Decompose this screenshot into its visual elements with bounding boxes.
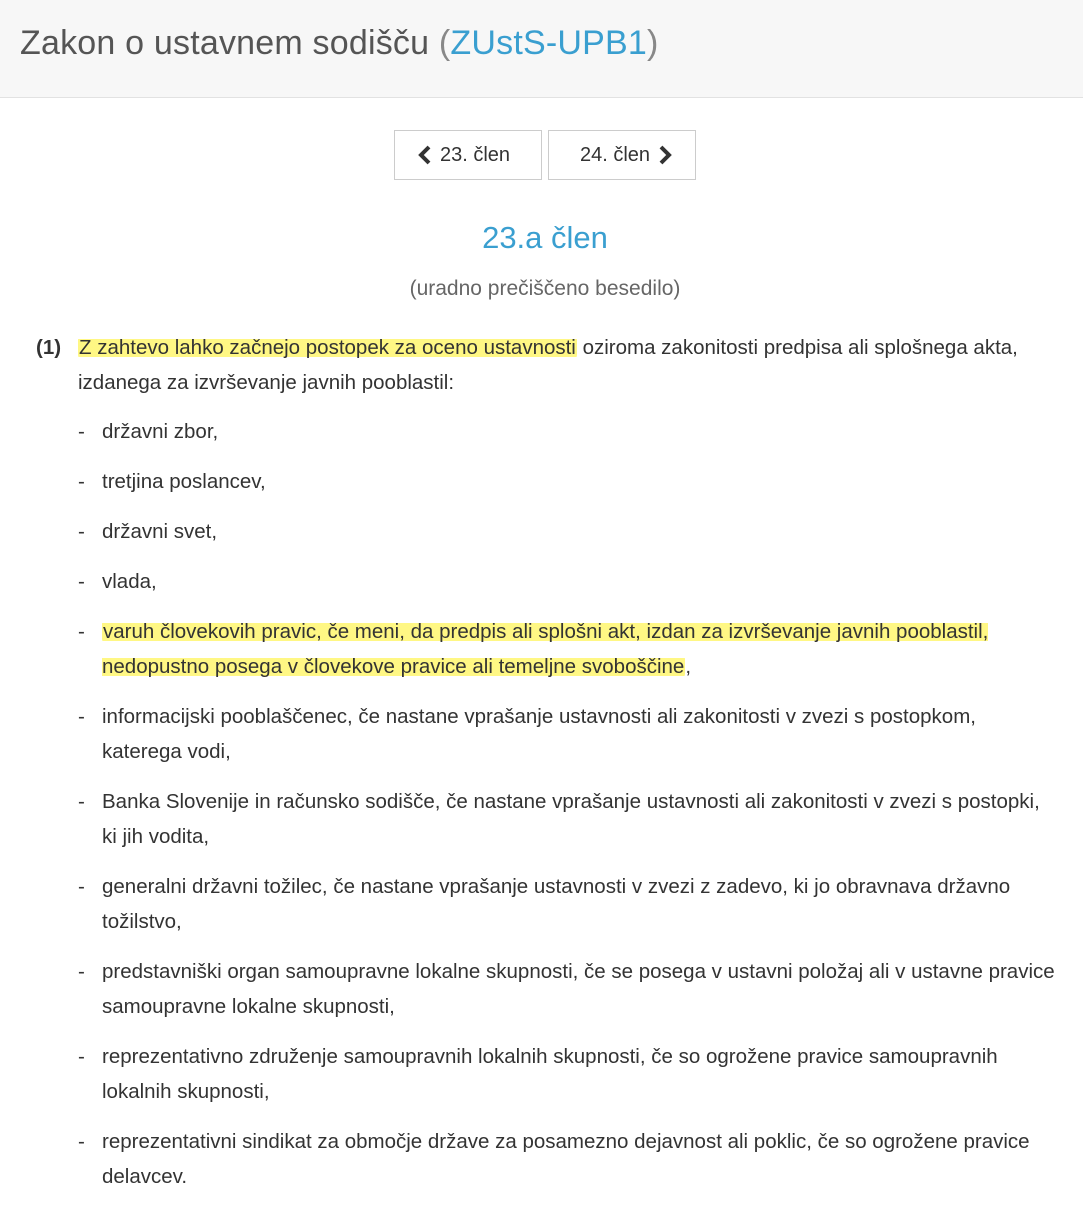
list-marker: - [78, 705, 85, 728]
list-item [78, 1039, 1058, 1109]
paren-open: ( [438, 24, 451, 62]
article-subtitle: (uradno prečiščeno besedilo) [409, 277, 681, 300]
page-title [20, 24, 659, 63]
paragraph-text [78, 330, 1056, 400]
page-header [0, 0, 1083, 98]
list-marker: - [78, 470, 85, 493]
highlighted-text: varuh človekovih pravic, če meni, da predpis ali splošni akt, izdan za izvrševanje javnih pooblastil, nedopustno posega v človekove pravice ali temeljne svoboščine [102, 620, 989, 678]
list-item [78, 464, 1058, 499]
list-marker: - [78, 875, 85, 898]
list-marker: - [78, 520, 85, 543]
list-item [78, 414, 1058, 449]
applicants-list [78, 414, 1058, 1209]
list-item-text: vlada, [102, 570, 157, 593]
list-marker: - [78, 420, 85, 443]
list-item [78, 699, 1058, 769]
list-item-text: predstavniški organ samoupravne lokalne skupnosti, če se posega v ustavni položaj ali v ustavne pravice samoupravne lokalne skupnosti, [102, 960, 1055, 1018]
prev-article-button[interactable] [394, 130, 542, 180]
list-item [78, 954, 1058, 1024]
list-item-text: reprezentativni sindikat za območje države za posamezno dejavnost ali poklic, če so ogrožene pravice delavcev. [102, 1130, 1030, 1188]
list-item-text: generalni državni tožilec, če nastane vprašanje ustavnosti v zvezi z zadevo, ki jo obravnava državno tožilstvo, [102, 875, 1011, 933]
list-item [78, 564, 1058, 599]
paren-close: ) [647, 24, 659, 62]
list-item [78, 869, 1058, 939]
law-abbreviation-link[interactable]: ZUstS-UPB1 [450, 24, 648, 62]
list-item-text: , [685, 655, 692, 678]
list-item-text: informacijski pooblaščenec, če nastane vprašanje ustavnosti ali zakonitosti v zvezi s postopkom, katerega vodi, [102, 705, 976, 763]
list-marker: - [78, 790, 85, 813]
list-item [78, 784, 1058, 854]
chevron-right-icon [658, 145, 672, 165]
list-item [78, 614, 1058, 684]
chevron-left-icon [418, 145, 432, 165]
list-marker: - [78, 1130, 85, 1153]
list-item-text: državni zbor, [102, 420, 219, 443]
next-article-label: 24. člen [579, 143, 651, 166]
paragraph-number: (1) [36, 336, 62, 359]
prev-article-label: 23. člen [439, 143, 511, 166]
list-marker: - [78, 620, 85, 643]
list-item [78, 514, 1058, 549]
article-title: 23.a člen [482, 220, 608, 255]
list-marker: - [78, 570, 85, 593]
next-article-button[interactable] [548, 130, 696, 180]
list-item-text: državni svet, [102, 520, 218, 543]
list-marker: - [78, 1045, 85, 1068]
list-item-text: tretjina poslancev, [102, 470, 266, 493]
list-marker: - [78, 960, 85, 983]
law-title: Zakon o ustavnem sodišču [20, 24, 430, 62]
list-item [78, 1124, 1058, 1194]
paragraph-1 [36, 330, 1056, 400]
paragraph-text-rest: oziroma zakonitosti predpisa ali splošnega akta, izdanega za izvrševanje javnih pooblastil: [78, 336, 1018, 394]
list-item-text: Banka Slovenije in računsko sodišče, če nastane vprašanje ustavnosti ali zakonitosti v zvezi s postopki, ki jih vodita, [102, 790, 1040, 848]
highlighted-text: Z zahtevo lahko začnejo postopek za oceno ustavnosti [79, 336, 576, 359]
list-item-text: reprezentativno združenje samoupravnih lokalnih skupnosti, če so ogrožene pravice samoupravnih lokalnih skupnosti, [102, 1045, 998, 1103]
